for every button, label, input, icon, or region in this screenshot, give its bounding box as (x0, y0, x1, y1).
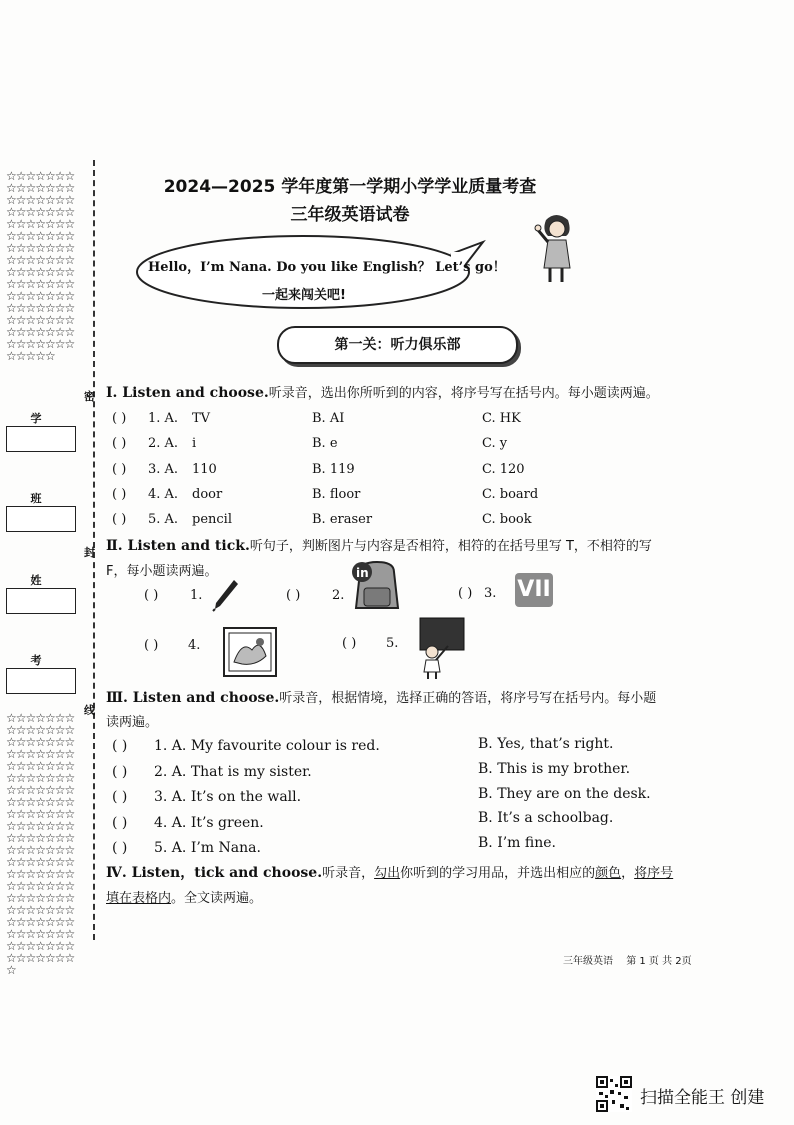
exam-title: 2024—2025 学年度第一学期小学学业质量考查 (163, 177, 537, 197)
section4-instr-6: 将序号 (634, 866, 674, 881)
answer-blank[interactable]: ( ) (112, 436, 127, 451)
school-label: 学 (30, 412, 54, 425)
section4-instr-1: 听录音， (322, 866, 375, 881)
bubble-cta: 一起来闯关吧! (262, 288, 346, 303)
section1-title: Ⅰ. Listen and choose. (106, 385, 269, 401)
qr-code-icon (596, 1076, 632, 1112)
section3-heading (106, 687, 656, 710)
option-c: C. HK (482, 411, 521, 426)
option-b: B. 119 (312, 462, 355, 477)
seal-char-mi: 密 (84, 390, 95, 403)
section4-heading-line2 (106, 887, 262, 910)
name-label: 姓 (30, 574, 54, 587)
section3-heading-line2 (106, 711, 158, 734)
option-a: 1. A. My favourite colour is red. (154, 738, 380, 754)
option-c: C. book (482, 512, 532, 527)
item-number: 4. A. (148, 487, 179, 502)
option-c: C. y (482, 436, 508, 451)
star-border-bottom: ☆☆☆☆☆☆☆☆☆☆☆☆☆☆☆☆☆☆☆☆☆☆☆☆☆☆☆☆☆☆☆☆☆☆☆☆☆☆☆☆☆☆☆☆☆☆☆☆☆☆☆☆☆☆☆☆☆☆☆☆☆☆☆☆☆☆☆☆☆☆☆☆☆☆☆☆☆☆☆☆☆☆☆☆☆☆☆☆☆☆☆☆☆☆☆☆☆☆☆☆☆☆☆☆☆☆☆☆☆☆☆☆☆☆☆☆☆☆☆☆☆☆☆☆☆☆☆☆☆☆☆☆☆☆☆☆☆☆☆☆☆☆☆☆☆☆☆☆ (6, 711, 75, 977)
girl-nana-icon (536, 212, 576, 284)
item-number: 3. A. (148, 462, 179, 477)
item-number: 4. (188, 638, 201, 653)
item-number: 5. A. (148, 512, 179, 527)
option-a: 2. A. That is my sister. (154, 764, 312, 780)
answer-blank[interactable]: ( ) (458, 586, 473, 601)
footer-subject: 三年级英语 (563, 956, 613, 967)
option-a: TV (192, 411, 211, 426)
seal-char-xian: 线 (84, 704, 95, 717)
section4-title: Ⅳ. Listen，tick and choose. (106, 865, 323, 881)
bubble-greeting: Hello，I’m Nana. Do you like English？ Let’s go！ (148, 260, 506, 275)
option-a: pencil (192, 512, 232, 527)
section1-instructions: 听录音，选出你所听到的内容，将序号写在括号内。每小题读两遍。 (268, 386, 659, 401)
answer-blank[interactable]: ( ) (144, 638, 159, 653)
option-b: B. This is my brother. (478, 761, 631, 777)
option-b: B. They are on the desk. (478, 786, 651, 802)
section2-title: Ⅱ. Listen and tick. (106, 538, 250, 554)
option-c: C. board (482, 487, 539, 502)
section2-instructions: 听句子，判断图片与内容是否相符，相符的在括号里写 T，不相符的写 (249, 539, 652, 554)
answer-blank[interactable]: ( ) (144, 588, 159, 603)
answer-blank[interactable]: ( ) (112, 512, 127, 527)
star-border-top: ☆☆☆☆☆☆☆☆☆☆☆☆☆☆☆☆☆☆☆☆☆☆☆☆☆☆☆☆☆☆☆☆☆☆☆☆☆☆☆☆☆☆☆☆☆☆☆☆☆☆☆☆☆☆☆☆☆☆☆☆☆☆☆☆☆☆☆☆☆☆☆☆☆☆☆☆☆☆☆☆☆☆☆☆☆☆☆☆☆☆☆☆☆☆☆☆☆☆☆☆☆☆☆☆☆☆☆☆☆☆ (6, 169, 75, 363)
roman-numeral-seven-icon: VII (515, 573, 553, 607)
section3-title: Ⅲ. Listen and choose. (106, 690, 280, 706)
name-field[interactable] (6, 588, 76, 614)
class-field[interactable] (6, 506, 76, 532)
blackboard-girl-icon (418, 616, 466, 680)
section3-instructions: 听录音，根据情境，选择正确的答语，将序号写在括号内。每小题 (279, 691, 657, 706)
schoolbag-icon (348, 558, 406, 614)
answer-blank[interactable]: ( ) (112, 815, 128, 831)
scanner-watermark: 扫描全能王 创建 (640, 1088, 765, 1108)
answer-blank[interactable]: ( ) (112, 789, 128, 805)
item-number: 1. A. (148, 411, 179, 426)
option-b: B. eraser (312, 512, 373, 527)
section1-heading (106, 382, 659, 405)
option-a: 3. A. It’s on the wall. (154, 789, 302, 805)
section3-instructions-2: 读两遍。 (106, 715, 159, 730)
answer-blank[interactable]: ( ) (112, 738, 128, 754)
option-b: B. AI (312, 411, 345, 426)
section2-heading-line2 (106, 560, 217, 583)
seal-char-feng: 封 (84, 546, 95, 559)
item-number: 2. A. (148, 436, 179, 451)
option-b: B. floor (312, 487, 361, 502)
page-footer (563, 952, 692, 967)
section4-instr-7: 填在表格内 (106, 891, 172, 906)
pen-icon (212, 578, 240, 612)
option-b: B. I’m fine. (478, 835, 556, 851)
item-number: 5. (386, 636, 399, 651)
wall-picture-icon (222, 626, 278, 678)
school-field[interactable] (6, 426, 76, 452)
option-a: i (192, 436, 197, 451)
answer-blank[interactable]: ( ) (112, 411, 127, 426)
level-banner: 第一关：听力俱乐部 (277, 326, 518, 364)
exam-number-label: 考 (30, 654, 54, 667)
answer-blank[interactable]: ( ) (112, 764, 128, 780)
section2-instructions-2: F，每小题读两遍。 (106, 564, 218, 579)
section4-instr-4: 颜色 (595, 866, 622, 881)
answer-blank[interactable]: ( ) (112, 462, 127, 477)
item-number: 1. (190, 588, 203, 603)
section4-instr-5: ， (621, 866, 635, 881)
answer-blank[interactable]: ( ) (112, 487, 127, 502)
option-a: 4. A. It’s green. (154, 815, 264, 831)
option-c: C. 120 (482, 462, 525, 477)
footer-page: 第 1 页 共 2页 (626, 956, 692, 967)
section4-instr-3: 你听到的学习用品，并选出相应的 (400, 866, 596, 881)
answer-blank[interactable]: ( ) (112, 840, 128, 856)
option-b: B. Yes, that’s right. (478, 736, 614, 752)
answer-blank[interactable]: ( ) (342, 636, 357, 651)
class-label: 班 (30, 492, 54, 505)
section2-heading (106, 535, 652, 558)
section4-instr-8: 。全文读两遍。 (171, 891, 263, 906)
section4-instr-2: 勾出 (374, 866, 401, 881)
option-a: 5. A. I’m Nana. (154, 840, 261, 856)
item-number: 2. (332, 588, 345, 603)
option-b: B. It’s a schoolbag. (478, 810, 614, 826)
exam-subtitle: 三年级英语试卷 (290, 205, 410, 225)
exam-number-field[interactable] (6, 668, 76, 694)
option-a: 110 (192, 462, 217, 477)
item-number: 3. (484, 586, 497, 601)
option-a: door (192, 487, 223, 502)
section4-heading (106, 862, 673, 885)
option-b: B. e (312, 436, 338, 451)
answer-blank[interactable]: ( ) (286, 588, 301, 603)
bag-logo-text: in (356, 566, 369, 580)
